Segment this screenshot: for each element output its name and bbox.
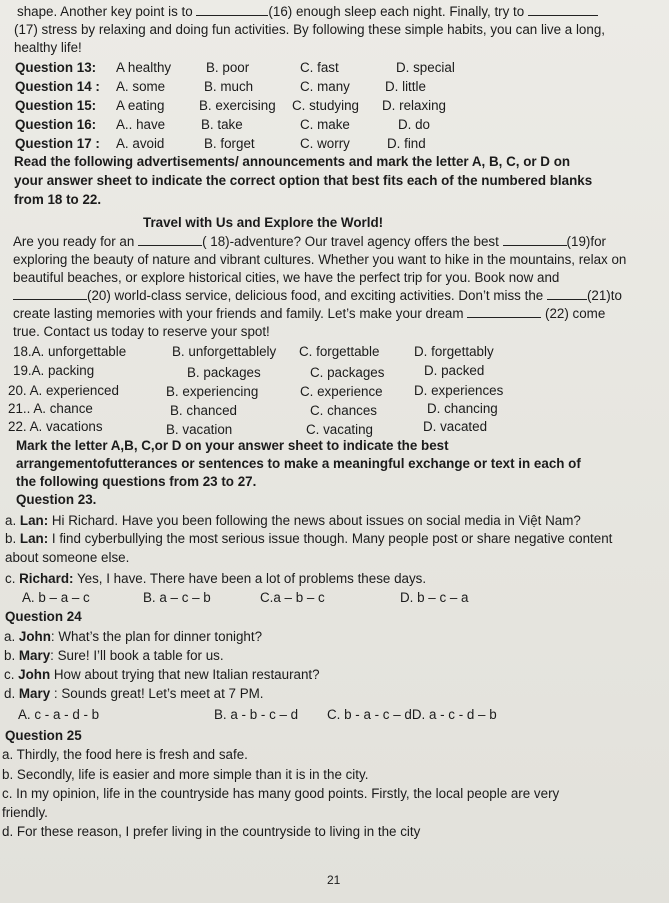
instruction-line: Mark the letter A,B, C,or D on your answer sheet to indicate the best (16, 438, 449, 453)
instruction-line: the following questions from 23 to 27. (16, 474, 257, 489)
option-b[interactable]: B. experiencing (166, 384, 259, 399)
option-d[interactable]: D. relaxing (382, 98, 447, 113)
blank-20 (13, 288, 87, 300)
option-b[interactable]: B. forget (204, 136, 255, 151)
option-d[interactable]: D. chancing (427, 401, 498, 416)
option-b[interactable]: B. packages (187, 365, 261, 380)
passage-line-3: healthy life! (14, 40, 82, 55)
option-c[interactable]: C. make (300, 117, 350, 132)
ad-line-6: true. Contact us today to reserve your spot! (13, 324, 270, 339)
instruction-line: your answer sheet to indicate the correct option that best fits each of the numbered blanks (14, 173, 593, 188)
utterance-c: c. John How about trying that new Italian restaurant? (4, 667, 320, 682)
option-d[interactable]: D. find (387, 136, 426, 151)
question-label: Question 17 : (15, 136, 100, 151)
blank-17 (528, 4, 598, 16)
option-d[interactable]: D. special (396, 60, 455, 75)
ad-line-1: Are you ready for an ( 18)-adventure? Our travel agency offers the best (19)for (13, 234, 606, 249)
option-b[interactable]: B. a - b - c – d (214, 707, 299, 722)
blank-22 (467, 306, 541, 318)
sentence-d: d. For these reason, I prefer living in the countryside to living in the city (2, 824, 421, 839)
passage-line-2: (17) stress by relaxing and doing fun activities. By following these simple habits, you can live a long, (14, 22, 605, 37)
instruction-line: from 18 to 22. (14, 192, 102, 207)
option-d[interactable]: D. b – c – a (400, 590, 469, 605)
utterance-a: a. Lan: Hi Richard. Have you been following the news about issues on social media in Việt Nam? (5, 513, 581, 528)
utterance-b: b. Lan: I find cyberbullying the most serious issue though. Many people post or share negative content (5, 531, 613, 546)
option-c[interactable]: C.a – b – c (260, 590, 325, 605)
utterance-a: a. John: What’s the plan for dinner tonight? (4, 629, 263, 644)
instruction-line: Read the following advertisements/ announcements and mark the letter A, B, C, or D on (14, 154, 571, 169)
option-c-d[interactable]: C. b - a - c – dD. a - c - d – b (327, 707, 497, 722)
option-a[interactable]: 19.A. packing (13, 363, 95, 378)
option-a[interactable]: A. b – a – c (22, 590, 90, 605)
passage-line-1: shape. Another key point is to (16) enough sleep each night. Finally, try to (17, 3, 598, 20)
sentence-c: c. In my opinion, life in the countryside has many good points. Firstly, the local people are very (2, 786, 560, 801)
utterance-b-cont: about someone else. (5, 550, 130, 565)
blank-18 (138, 234, 202, 246)
option-d[interactable]: D. vacated (423, 419, 488, 434)
option-c[interactable]: C. vacating (306, 422, 373, 437)
option-a[interactable]: A. c - a - d - b (18, 707, 100, 722)
blank-21 (547, 288, 587, 300)
option-b[interactable]: B. poor (206, 60, 250, 75)
question-label: Question 14 : (15, 79, 100, 94)
sentence-c-cont: friendly. (2, 805, 48, 820)
option-b[interactable]: B. a – c – b (143, 590, 211, 605)
utterance-c: c. Richard: Yes, I have. There have been a lot of problems these days. (5, 571, 427, 586)
option-a[interactable]: A.. have (116, 117, 166, 132)
option-a[interactable]: 21.. A. chance (8, 401, 93, 416)
option-a[interactable]: 20. A. experienced (8, 383, 119, 398)
page-number: 21 (327, 873, 341, 887)
ad-line-2: exploring the beauty of nature and vibrant cultures. Whether you want to hike in the mountains, relax on (13, 252, 627, 267)
option-d[interactable]: D. little (385, 79, 426, 94)
ad-line-4: (20) world-class service, delicious food, and exciting activities. Don’t miss the (21)to (13, 287, 622, 304)
option-c[interactable]: C. fast (300, 60, 339, 75)
option-b[interactable]: B. chanced (170, 403, 237, 418)
option-b[interactable]: B. exercising (199, 98, 276, 113)
question-title: Question 24 (5, 609, 82, 624)
option-c[interactable]: C. studying (292, 98, 359, 113)
question-label: Question 15: (15, 98, 97, 113)
option-d[interactable]: D. packed (424, 363, 485, 378)
option-c[interactable]: C. packages (310, 365, 385, 380)
utterance-d: d. Mary : Sounds great! Let’s meet at 7 PM. (4, 686, 264, 701)
blank-19 (503, 234, 567, 246)
option-c[interactable]: C. worry (300, 136, 350, 151)
question-label: Question 16: (15, 117, 97, 132)
option-b[interactable]: B. much (204, 79, 254, 94)
instruction-line: arrangementofutterances or sentences to make a meaningful exchange or text in each of (16, 456, 581, 471)
question-title: Question 23. (16, 492, 97, 507)
option-a[interactable]: 18.A. unforgettable (13, 344, 127, 359)
advertisement-title: Travel with Us and Explore the World! (143, 215, 384, 230)
option-d[interactable]: D. do (398, 117, 431, 132)
option-d[interactable]: D. forgettably (414, 344, 494, 359)
option-b[interactable]: B. vacation (166, 422, 233, 437)
option-a[interactable]: A. avoid (116, 136, 165, 151)
option-a[interactable]: 22. A. vacations (8, 419, 103, 434)
blank-16 (196, 4, 268, 16)
option-a[interactable]: A healthy (116, 60, 172, 75)
question-label: Question 13: (15, 60, 97, 75)
option-c[interactable]: C. experience (300, 384, 383, 399)
option-c[interactable]: C. many (300, 79, 350, 94)
sentence-a: a. Thirdly, the food here is fresh and safe. (2, 747, 248, 762)
question-title: Question 25 (5, 728, 82, 743)
utterance-b: b. Mary: Sure! I’ll book a table for us. (4, 648, 224, 663)
option-d[interactable]: D. experiences (414, 383, 504, 398)
ad-line-3: beautiful beaches, or explore historical cities, we have the perfect trip for you. Book now and (13, 270, 560, 285)
option-c[interactable]: C. chances (310, 403, 377, 418)
option-b[interactable]: B. take (201, 117, 243, 132)
option-a[interactable]: A eating (116, 98, 165, 113)
option-a[interactable]: A. some (116, 79, 166, 94)
option-b[interactable]: B. unforgettablely (172, 344, 277, 359)
ad-line-5: create lasting memories with your friends and family. Let’s make your dream (22) come (13, 306, 606, 321)
option-c[interactable]: C. forgettable (299, 344, 380, 359)
sentence-b: b. Secondly, life is easier and more simple than it is in the city. (2, 767, 369, 782)
